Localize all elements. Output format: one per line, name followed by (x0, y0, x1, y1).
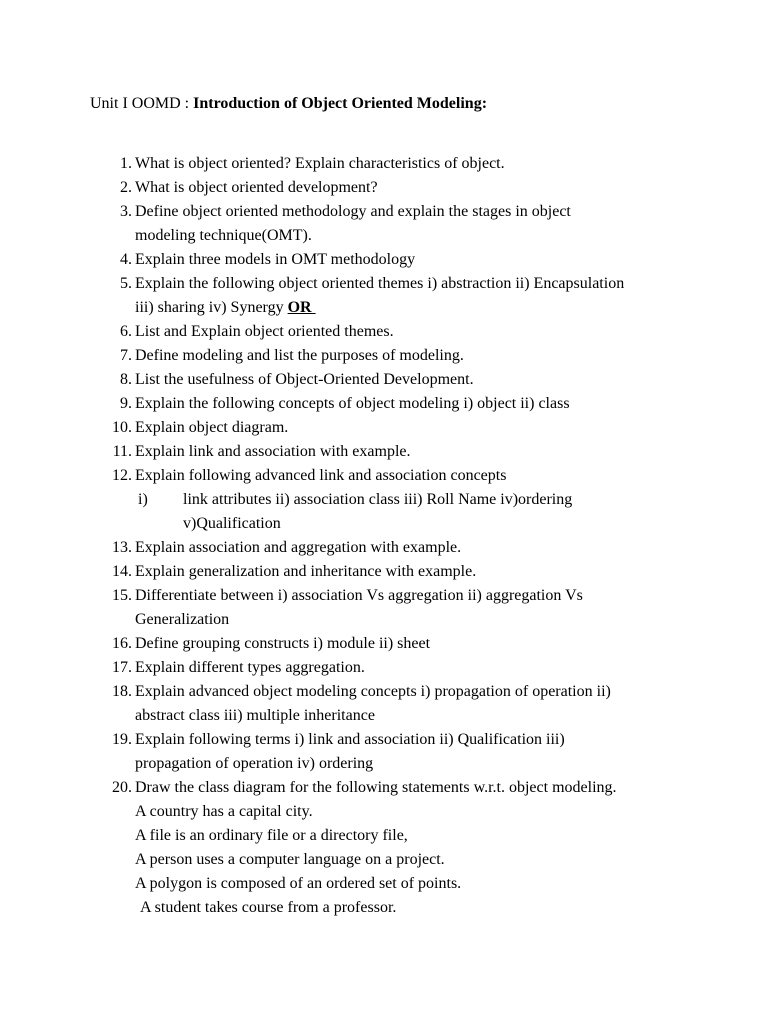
question-number: 20. (112, 779, 132, 796)
question-number: 17. (112, 659, 132, 676)
question-text (135, 272, 768, 296)
question-text-span: A file is an ordinary file or a directory file, (135, 827, 408, 844)
question-number: 19. (112, 731, 132, 748)
question-text-span: Explain the following object oriented themes i) abstraction ii) Encapsulation (135, 275, 625, 292)
question-text-span: Explain three models in OMT methodology (135, 251, 416, 268)
question-text-span: Draw the class diagram for the following statements w.r.t. object modeling. (135, 779, 617, 796)
question-number: 1. (120, 155, 132, 172)
question-number: 14. (112, 563, 132, 580)
question-text (135, 248, 768, 272)
question-text (140, 896, 768, 920)
question-number: 5. (120, 275, 132, 292)
question-text-span: propagation of operation iv) ordering (135, 755, 374, 772)
sub-question-item (0, 488, 768, 536)
question-text-span: Define modeling and list the purposes of modeling. (135, 347, 464, 364)
sub-question-text: v)Qualification (183, 515, 281, 532)
question-text-span: Explain generalization and inheritance with example. (135, 563, 477, 580)
question-text (135, 176, 768, 200)
question-number: 10. (112, 419, 132, 436)
question-text-span: Explain different types aggregation. (135, 659, 365, 676)
question-text (135, 320, 768, 344)
question-text-span: Define grouping constructs i) module ii) sheet (135, 635, 431, 652)
question-text-span: Define object oriented methodology and explain the stages in object (135, 203, 571, 220)
question-item (0, 728, 768, 776)
question-item (0, 440, 768, 464)
question-item (0, 536, 768, 560)
question-list (0, 152, 768, 920)
question-text-span: A polygon is composed of an ordered set of points. (135, 875, 462, 892)
question-text-span: Explain advanced object modeling concepts i) propagation of operation ii) (135, 683, 611, 700)
question-text-span: What is object oriented development? (135, 179, 378, 196)
question-number: 4. (120, 251, 132, 268)
question-text (135, 152, 768, 176)
question-text (135, 680, 768, 704)
question-item (0, 176, 768, 200)
question-item (0, 776, 768, 920)
question-text-span: A student takes course from a professor. (140, 899, 397, 916)
question-text-span: Explain link and association with example. (135, 443, 411, 460)
question-item (0, 200, 768, 248)
question-text-span: abstract class iii) multiple inheritance (135, 707, 375, 724)
question-text-span: Explain following advanced link and association concepts (135, 467, 507, 484)
question-number: 2. (120, 179, 132, 196)
question-text (135, 536, 768, 560)
question-item (0, 152, 768, 176)
question-item (0, 320, 768, 344)
question-number: 6. (120, 323, 132, 340)
question-number: 3. (120, 203, 132, 220)
question-number: 13. (112, 539, 132, 556)
question-text (135, 392, 768, 416)
question-item (0, 416, 768, 440)
question-number: 8. (120, 371, 132, 388)
question-text-span: Explain the following concepts of object modeling i) object ii) class (135, 395, 570, 412)
question-item (0, 632, 768, 656)
question-text (135, 800, 768, 824)
question-item (0, 248, 768, 272)
question-text-span: List and Explain object oriented themes. (135, 323, 394, 340)
question-text (135, 608, 768, 632)
question-text (135, 728, 768, 752)
question-text (135, 776, 768, 800)
question-text (135, 200, 768, 224)
question-text-span: A person uses a computer language on a project. (135, 851, 445, 868)
question-item (0, 656, 768, 680)
question-text-span: What is object oriented? Explain characteristics of object. (135, 155, 505, 172)
question-text-span: modeling technique(OMT). (135, 227, 312, 244)
question-text-span: A country has a capital city. (135, 803, 313, 820)
question-text (135, 752, 768, 776)
question-text (135, 656, 768, 680)
question-text (135, 560, 768, 584)
question-text (135, 632, 768, 656)
unit-label: Unit I OOMD : (90, 95, 194, 112)
question-text-span: iii) sharing iv) Synergy (135, 299, 288, 316)
question-text (135, 440, 768, 464)
question-item (0, 368, 768, 392)
question-text-span: Differentiate between i) association Vs aggregation ii) aggregation Vs (135, 587, 583, 604)
question-text (135, 296, 768, 320)
question-item (0, 344, 768, 368)
question-text (135, 368, 768, 392)
question-number: 18. (112, 683, 132, 700)
question-item (0, 272, 768, 320)
question-text (135, 464, 768, 488)
or-marker: OR (287, 299, 316, 316)
question-item (0, 560, 768, 584)
question-number: 15. (112, 587, 132, 604)
question-number: 11. (112, 443, 132, 460)
sub-question-number: i) (138, 491, 148, 508)
question-text (135, 824, 768, 848)
question-text (135, 704, 768, 728)
question-text (135, 848, 768, 872)
question-item (0, 680, 768, 728)
question-item (0, 464, 768, 488)
question-text-span: Explain association and aggregation with example. (135, 539, 462, 556)
question-number: 12. (112, 467, 132, 484)
question-text-span: List the usefulness of Object-Oriented Development. (135, 371, 474, 388)
sub-question-text: link attributes ii) association class iii) Roll Name iv)ordering (183, 491, 573, 508)
question-text-span: Explain object diagram. (135, 419, 289, 436)
question-number: 7. (120, 347, 132, 364)
unit-heading (90, 94, 487, 114)
question-text-span: Explain following terms i) link and association ii) Qualification iii) (135, 731, 565, 748)
question-item (0, 392, 768, 416)
question-text (135, 872, 768, 896)
question-text (135, 416, 768, 440)
question-text (135, 224, 768, 248)
question-text (135, 344, 768, 368)
question-text-span: Generalization (135, 611, 230, 628)
question-text (135, 584, 768, 608)
question-number: 16. (112, 635, 132, 652)
question-item (0, 584, 768, 632)
unit-title: Introduction of Object Oriented Modeling: (193, 95, 488, 112)
question-number: 9. (120, 395, 132, 412)
